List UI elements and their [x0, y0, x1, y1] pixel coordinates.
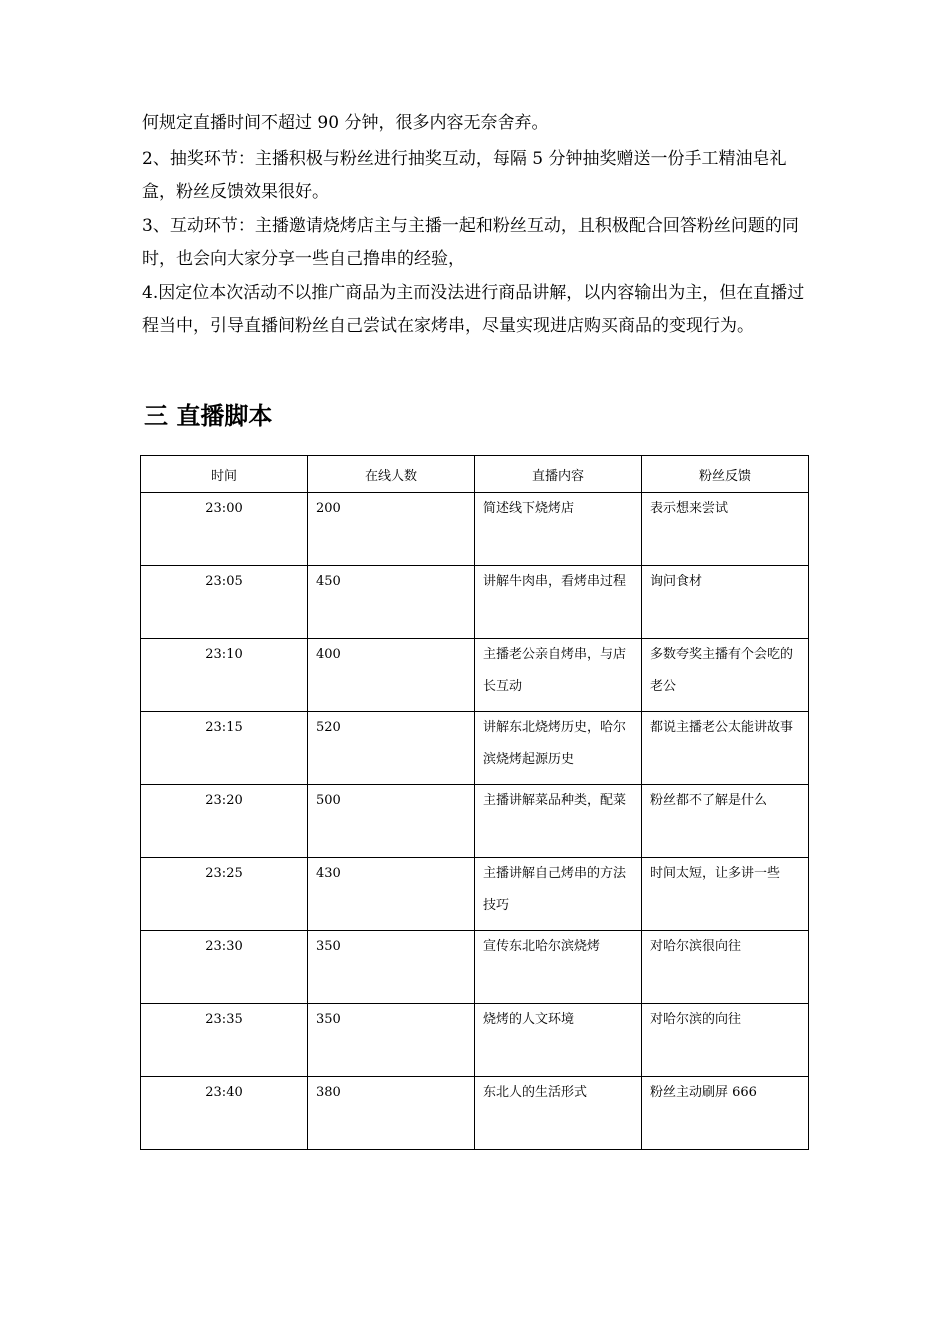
cell-content: 讲解牛肉串，看烤串过程	[475, 566, 642, 639]
cell-feedback: 对哈尔滨很向往	[642, 931, 809, 1004]
cell-time: 23:30	[141, 931, 308, 1004]
cell-content: 主播讲解自己烤串的方法技巧	[475, 858, 642, 931]
table-row	[141, 931, 809, 1004]
cell-feedback: 粉丝主动刷屏 666	[642, 1077, 809, 1150]
table-row	[141, 566, 809, 639]
cell-online: 350	[308, 1004, 475, 1077]
cell-time: 23:35	[141, 1004, 308, 1077]
cell-feedback: 询问食材	[642, 566, 809, 639]
column-header-online: 在线人数	[308, 456, 475, 493]
paragraph-interaction: 3、互动环节：主播邀请烧烤店主与主播一起和粉丝互动，且积极配合回答粉丝问题的同时，也会向大家分享一些自己撸串的经验，	[142, 216, 799, 269]
cell-feedback: 表示想来尝试	[642, 493, 809, 566]
cell-feedback: 对哈尔滨的向往	[642, 1004, 809, 1077]
table-row	[141, 639, 809, 712]
cell-time: 23:25	[141, 858, 308, 931]
table-row	[141, 785, 809, 858]
cell-feedback: 粉丝都不了解是什么	[642, 785, 809, 858]
cell-online: 430	[308, 858, 475, 931]
cell-feedback: 时间太短，让多讲一些	[642, 858, 809, 931]
table-row	[141, 712, 809, 785]
live-script-table	[140, 455, 809, 1150]
paragraph-duration-note: 何规定直播时间不超过 90 分钟，很多内容无奈舍弃。	[142, 113, 549, 133]
cell-online: 400	[308, 639, 475, 712]
column-header-content: 直播内容	[475, 456, 642, 493]
cell-time: 23:05	[141, 566, 308, 639]
cell-content: 东北人的生活形式	[475, 1077, 642, 1150]
cell-time: 23:00	[141, 493, 308, 566]
cell-online: 200	[308, 493, 475, 566]
table-row	[141, 1004, 809, 1077]
table-header-row	[141, 456, 809, 493]
section-heading: 三 直播脚本	[144, 402, 273, 430]
cell-feedback: 多数夸奖主播有个会吃的老公	[642, 639, 809, 712]
cell-content: 简述线下烧烤店	[475, 493, 642, 566]
cell-time: 23:10	[141, 639, 308, 712]
cell-content: 主播老公亲自烤串，与店长互动	[475, 639, 642, 712]
table-row	[141, 858, 809, 931]
cell-online: 500	[308, 785, 475, 858]
cell-time: 23:40	[141, 1077, 308, 1150]
cell-content: 烧烤的人文环境	[475, 1004, 642, 1077]
cell-feedback: 都说主播老公太能讲故事	[642, 712, 809, 785]
cell-online: 380	[308, 1077, 475, 1150]
cell-content: 宣传东北哈尔滨烧烤	[475, 931, 642, 1004]
cell-content: 主播讲解菜品种类，配菜	[475, 785, 642, 858]
cell-time: 23:15	[141, 712, 308, 785]
paragraph-lottery: 2、抽奖环节：主播积极与粉丝进行抽奖互动，每隔 5 分钟抽奖赠送一份手工精油皂礼盒，粉丝反馈效果很好。	[142, 149, 787, 202]
cell-online: 450	[308, 566, 475, 639]
cell-time: 23:20	[141, 785, 308, 858]
table-row	[141, 1077, 809, 1150]
paragraph-positioning: 4.因定位本次活动不以推广商品为主而没法进行商品讲解，以内容输出为主，但在直播过程当中，引导直播间粉丝自己尝试在家烤串，尽量实现进店购买商品的变现行为。	[142, 283, 805, 336]
cell-content: 讲解东北烧烤历史，哈尔滨烧烤起源历史	[475, 712, 642, 785]
table-row	[141, 493, 809, 566]
column-header-feedback: 粉丝反馈	[642, 456, 809, 493]
cell-online: 520	[308, 712, 475, 785]
column-header-time: 时间	[141, 456, 308, 493]
cell-online: 350	[308, 931, 475, 1004]
